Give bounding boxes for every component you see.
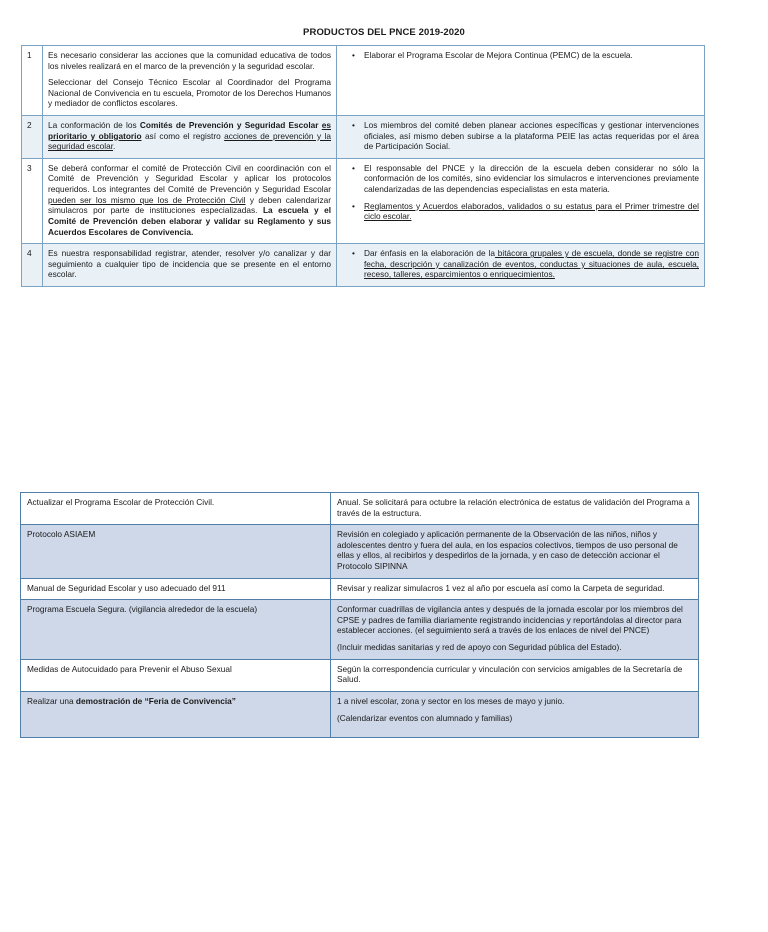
bold-text: Comités de Prevención y Seguridad Escolar (139, 120, 319, 131)
paragraph: Es necesario considerar las acciones que la comunidad educativa de todos los niveles realizará en el marco de la prevención y la seguridad escolar. (48, 50, 331, 71)
activity-name: Actualizar el Programa Escolar de Protección Civil. (21, 493, 331, 525)
bullet-list (342, 50, 699, 61)
table-row (22, 244, 705, 287)
bold-underlined-text: es prioritario y obligatorio (48, 120, 331, 141)
activities-table (20, 492, 699, 738)
text-span: Realizar una (27, 695, 76, 706)
text-span: La conformación de los (48, 120, 140, 131)
row-description (43, 46, 337, 116)
page-title: PRODUCTOS DEL PNCE 2019-2020 (303, 27, 465, 38)
bold-text: demostración de “Feria de Convivencia” (75, 695, 236, 706)
paragraph: Según la correspondencia curricular y vinculación con servicios amigables de la Secretaría de Salud. (337, 663, 683, 685)
activity-name (21, 691, 331, 737)
activity-name: Programa Escuela Segura. (vigilancia alrededor de la escuela) (21, 600, 331, 659)
activity-detail (331, 578, 699, 600)
row-product (337, 46, 705, 116)
table-row (22, 116, 705, 159)
activity-name: Manual de Seguridad Escolar y uso adecuado del 911 (21, 578, 331, 600)
list-item: • Reglamentos y Acuerdos elaborados, validados o su estatus para el Primer trimestre del ciclo escolar. (364, 201, 699, 222)
underlined-text: acciones de prevención y la seguridad escolar (48, 130, 331, 152)
table-row (21, 600, 699, 659)
bold-text: La escuela y el Comité de Prevención deben elaborar y validar su Reglamento y sus Acuerdos Escolares de Convivencia. (48, 205, 332, 237)
table-row (21, 493, 699, 525)
underlined-text: bitácora grupales y de escuela, donde se registre con fecha, descripción y canalización de eventos, conductas y situaciones de aula, escuela, receso, talleres, esparcimientos o enriquecimientos. (364, 248, 699, 280)
paragraph: Revisión en colegiado y aplicación permanente de la Observación de las niños, niños y adolescentes dentro y fuera del aula, en los espacios colectivos, tiempos de uso personal de ellas y ellos, al recibirlos y despedirlos de la jornada, y en caso de detección accionar el Protocolo SIPINNA (337, 529, 678, 572)
activity-detail (331, 691, 699, 737)
table-row (22, 46, 705, 116)
activity-detail (331, 525, 699, 578)
row-number: 3 (22, 158, 43, 243)
paragraph: Anual. Se solicitará para octubre la relación electrónica de estatus de validación del Programa a través de la estructura. (337, 497, 690, 518)
table-row (22, 158, 705, 243)
row-description (43, 244, 337, 287)
row-number: 1 (22, 46, 43, 116)
text-span: Dar énfasis en la elaboración de la (364, 248, 495, 259)
table-row (21, 691, 699, 737)
table-row (21, 525, 699, 578)
paragraph: Es nuestra responsabilidad registrar, atender, resolver y/o canalizar y dar seguimiento a cualquier tipo de incidencia que se presente en el entorno escolar. (48, 248, 331, 280)
text-span: . (113, 141, 116, 152)
list-item (364, 248, 699, 280)
bullet-list (342, 120, 699, 152)
paragraph: 1 a nivel escolar, zona y sector en los meses de mayo y junio. (337, 695, 565, 706)
row-product (337, 116, 705, 159)
row-product (337, 158, 705, 243)
text-span: y deben calendarizar simulacros por parte de instituciones especializadas. (48, 194, 331, 216)
row-product (337, 244, 705, 287)
table-row (21, 659, 699, 691)
row-number: 2 (22, 116, 43, 159)
activity-detail (331, 659, 699, 691)
paragraph: Seleccionar del Consejo Técnico Escolar al Coordinador del Programa Nacional de Convivencia en tu escuela, Promotor de los Derechos Humanos y mediador de conflictos escolares. (48, 77, 331, 109)
list-item: • El responsable del PNCE y la dirección de la escuela deben considerar no sólo la conformación de los comités, sino evidenciar los simulacros e intervenciones previamente calendarizadas de las dependencias especialistas en esta materia. (364, 163, 699, 195)
paragraph: (Calendarizar eventos con alumnado y familias) (337, 712, 513, 723)
list-item: • Elaborar el Programa Escolar de Mejora Continua (PEMC) de la escuela. (364, 50, 699, 61)
products-table (21, 45, 705, 287)
row-description (43, 158, 337, 243)
bullet-list (342, 248, 699, 280)
table-row (21, 578, 699, 600)
activity-name: Medidas de Autocuidado para Prevenir el Abuso Sexual (21, 659, 331, 691)
activity-detail (331, 493, 699, 525)
row-number: 4 (22, 244, 43, 287)
bullet-list (342, 163, 699, 222)
text-span: Se deberá conformar el comité de Protección Civil en coordinación con el Comité de Prevención y Seguridad Escolar y aplicar los protocolos requeridos. Los integrantes del Comité de Prevención y Seguridad Escolar (48, 162, 331, 195)
text-span: así como el registro (141, 130, 225, 141)
paragraph: Revisar y realizar simulacros 1 vez al año por escuela así como la Carpeta de seguridad. (337, 582, 665, 593)
list-item: • Los miembros del comité deben planear acciones específicas y gestionar intervenciones oficiales, así mismo deben subirse a la plataforma PEIE las actas requeridas por el área de Participación Social. (364, 120, 699, 152)
paragraph: Conformar cuadrillas de vigilancia antes y después de la jornada escolar por los miembros del CPSE y padres de familia diariamente registrando incidencias y reportándolas al director para establecer acciones. (el seguimiento será a través de los enlaces de nivel del PNCE) (337, 604, 683, 636)
activity-name: Protocolo ASIAEM (21, 525, 331, 578)
row-description (43, 116, 337, 159)
underlined-text: pueden ser los mismo que los de Protección Civil (48, 194, 246, 205)
activity-detail (331, 600, 699, 659)
paragraph: (Incluir medidas sanitarias y red de apoyo con Seguridad pública del Estado). (337, 642, 622, 653)
